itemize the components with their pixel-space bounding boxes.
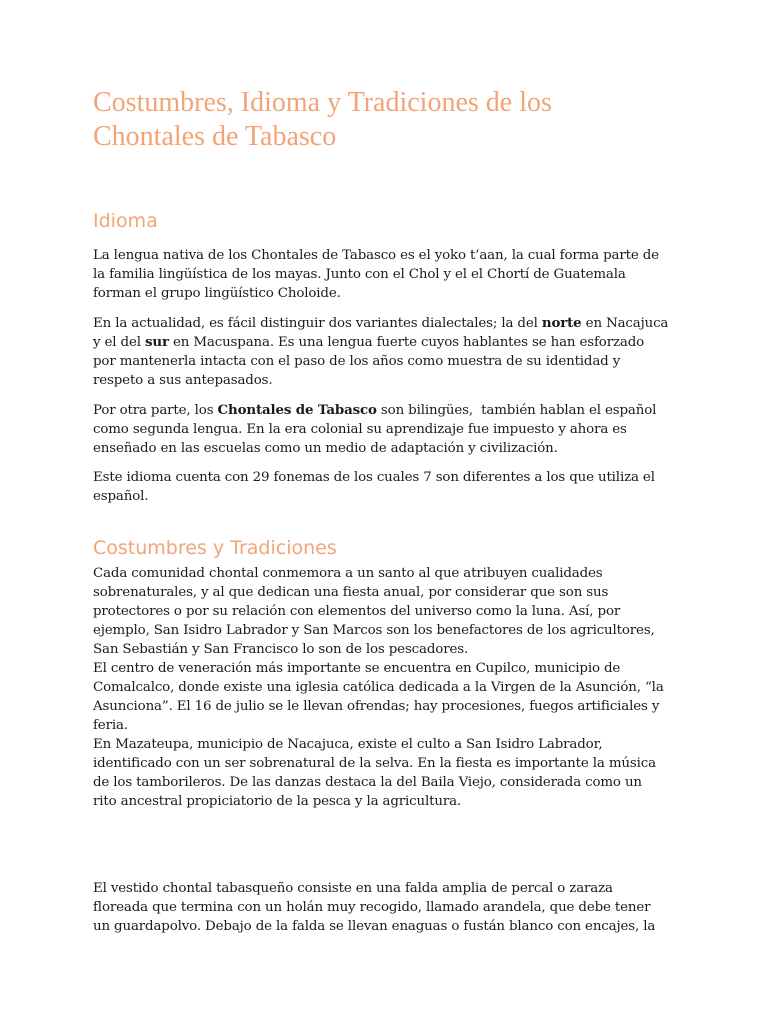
paragraph-idioma-1: [93, 246, 683, 303]
paragraph-costumbres: [93, 564, 683, 811]
text-line: ejemplo, San Isidro Labrador y San Marcos son los benefactores de los agricultores,: [93, 623, 655, 638]
text-line: español.: [93, 489, 149, 504]
text-run: en Nacajuca: [581, 316, 669, 331]
text-line: sobrenaturales, y al que dedican una fiesta anual, por considerar que son sus: [93, 585, 609, 600]
text-line: Comalcalco, donde existe una iglesia católica dedicada a la Virgen de la Asunción, “la: [93, 680, 664, 695]
text-line: forman el grupo lingüístico Choloide.: [93, 286, 341, 301]
text-run: y el del: [93, 335, 145, 350]
bold-text: norte: [541, 315, 582, 331]
text-line: de los tamborileros. De las danzas destaca la del Baila Viejo, considerada como un: [93, 775, 642, 790]
text-line: [93, 333, 683, 352]
text-line: enseñado en las escuelas como un medio de adaptación y civilización.: [93, 441, 558, 456]
text-line: San Sebastián y San Francisco lo son de los pescadores.: [93, 642, 469, 657]
heading-costumbres: Costumbres y Tradiciones: [93, 537, 337, 559]
heading-idioma: Idioma: [93, 210, 158, 232]
bold-text: Chontales de Tabasco: [217, 402, 377, 418]
title-line: Costumbres, Idioma y Tradiciones de los: [93, 87, 552, 118]
text-line: protectores o por su relación con elementos del universo como la luna. Así, por: [93, 604, 621, 619]
text-line: respeto a sus antepasados.: [93, 373, 273, 388]
text-line: floreada que termina con un holán muy recogido, llamado arandela, que debe tener: [93, 900, 651, 915]
text-run: En la actualidad, es fácil distinguir dos variantes dialectales; la del: [93, 316, 542, 331]
text-run: son bilingües, también hablan el español: [376, 403, 657, 418]
text-line: Asunciona”. El 16 de julio se le llevan ofrendas; hay procesiones, fuegos artificiales y: [93, 699, 660, 714]
paragraph-idioma-2: [93, 314, 683, 390]
text-line: [93, 401, 683, 420]
text-line: Cada comunidad chontal conmemora a un santo al que atribuyen cualidades: [93, 566, 603, 581]
text-line: [93, 314, 683, 333]
text-line: feria.: [93, 718, 128, 733]
text-line: El centro de veneración más importante se encuentra en Cupilco, municipio de: [93, 661, 621, 676]
text-run: en Macuspana. Es una lengua fuerte cuyos hablantes se han esforzado: [168, 335, 645, 350]
text-line: la familia lingüística de los mayas. Junto con el Chol y el el Chortí de Guatemala: [93, 267, 626, 282]
paragraph-idioma-4: [93, 468, 683, 506]
text-line: La lengua nativa de los Chontales de Tabasco es el yoko t’aan, la cual forma parte de: [93, 248, 659, 263]
paragraph-idioma-3: [93, 401, 683, 458]
text-line: un guardapolvo. Debajo de la falda se llevan enaguas o fustán blanco con encajes, la: [93, 919, 656, 934]
text-line: Este idioma cuenta con 29 fonemas de los cuales 7 son diferentes a los que utiliza el: [93, 470, 655, 485]
paragraph-vestido: [93, 879, 683, 936]
text-line: rito ancestral propiciatorio de la pesca y la agricultura.: [93, 794, 462, 809]
text-line: como segunda lengua. En la era colonial su aprendizaje fue impuesto y ahora es: [93, 422, 627, 437]
text-line: El vestido chontal tabasqueño consiste en una falda amplia de percal o zaraza: [93, 881, 613, 896]
text-line: En Mazateupa, municipio de Nacajuca, existe el culto a San Isidro Labrador,: [93, 737, 603, 752]
document-title: [93, 86, 693, 154]
title-line: Chontales de Tabasco: [93, 121, 337, 152]
text-line: por mantenerla intacta con el paso de los años como muestra de su identidad y: [93, 354, 621, 369]
bold-text: sur: [144, 334, 169, 350]
text-line: identificado con un ser sobrenatural de la selva. En la fiesta es importante la música: [93, 756, 656, 771]
text-run: Por otra parte, los: [93, 403, 218, 418]
